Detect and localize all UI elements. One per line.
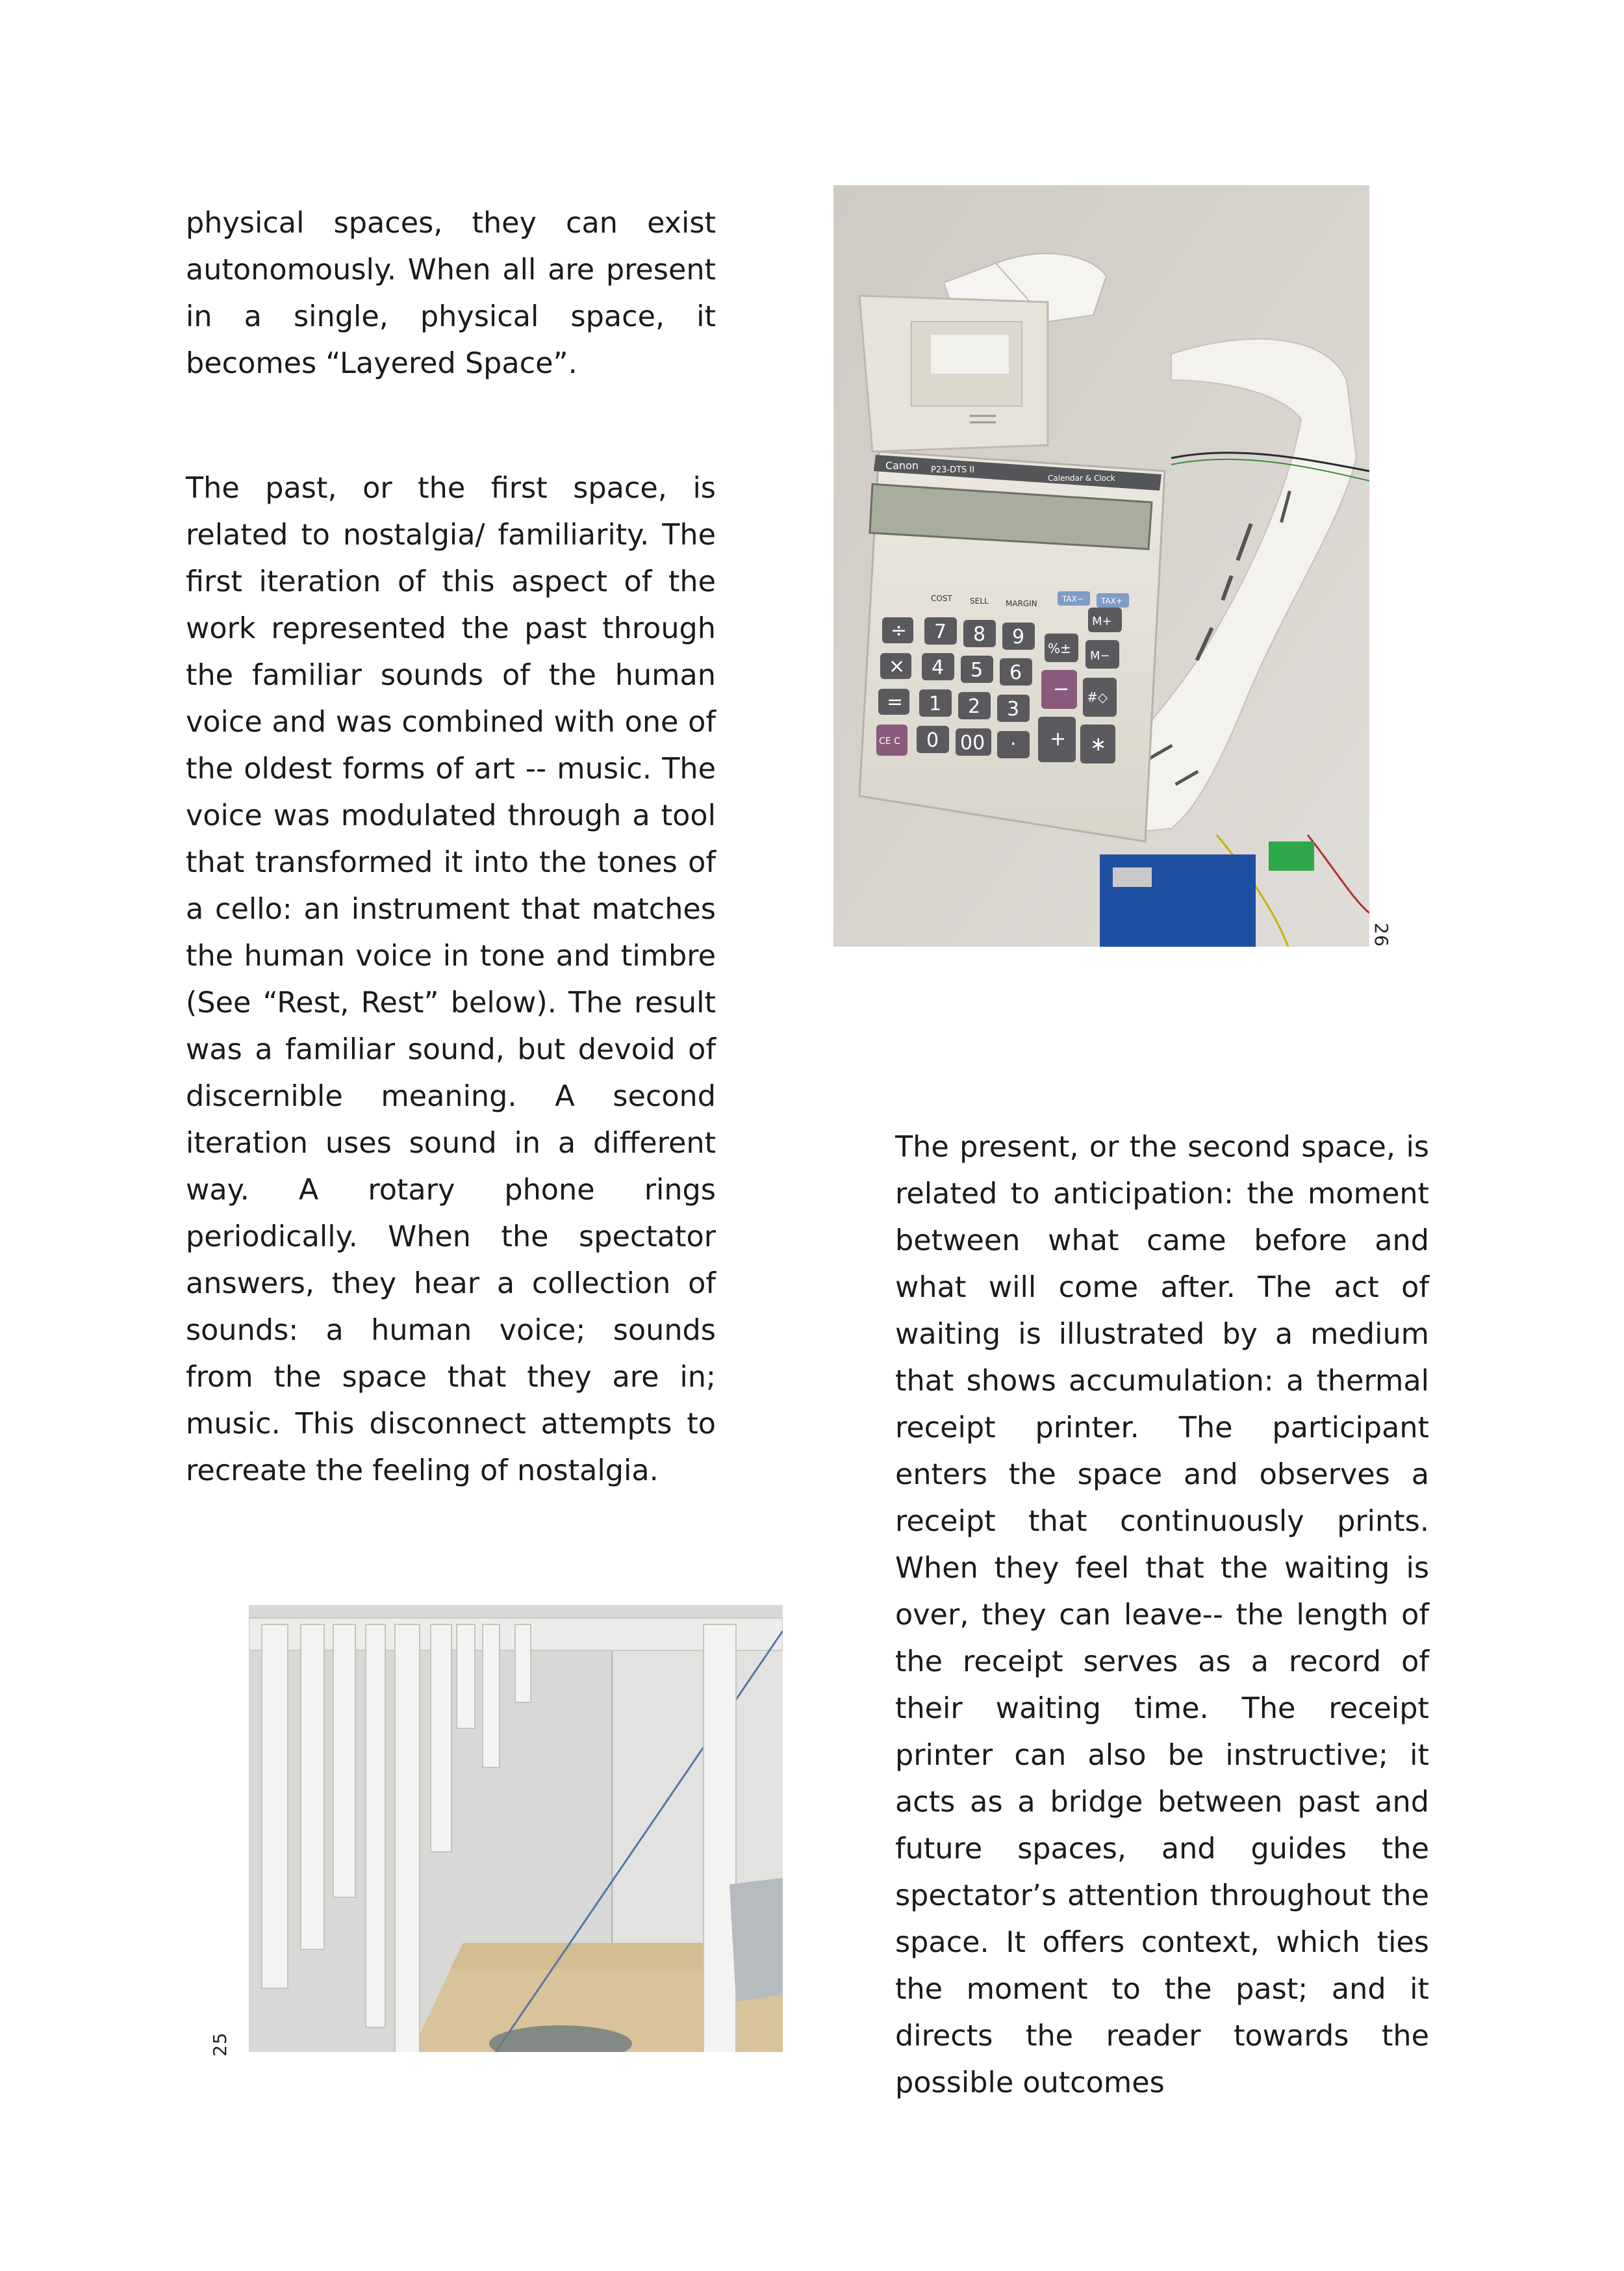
- left-text-column: [186, 200, 716, 1495]
- left-paragraph-1: physical spaces, they can exist autonomously. When all are present in a single, physical space, it becomes “Layered Space”.: [186, 207, 716, 380]
- svg-text:P23-DTS II: P23-DTS II: [931, 465, 975, 475]
- terminal-block: [1269, 841, 1314, 871]
- svg-text:00: 00: [960, 732, 985, 754]
- svg-text:MARGIN: MARGIN: [1006, 599, 1037, 608]
- svg-text:=: =: [887, 691, 904, 713]
- svg-text:6: 6: [1009, 661, 1022, 684]
- svg-text:0: 0: [926, 729, 939, 752]
- calculator-brand: Canon: [885, 459, 919, 472]
- svg-text:2: 2: [968, 695, 981, 718]
- calculator-illustration: [833, 185, 1369, 947]
- svg-text:5: 5: [971, 659, 983, 682]
- right-text-column: [895, 1124, 1429, 2107]
- svg-text:4: 4: [932, 656, 945, 679]
- svg-text:#◇: #◇: [1087, 689, 1108, 705]
- calculator-photo: [833, 185, 1369, 947]
- svg-text:SELL: SELL: [970, 597, 989, 606]
- svg-text:1: 1: [929, 693, 942, 715]
- svg-text:×: ×: [889, 655, 906, 678]
- receipts-illustration: [249, 1605, 783, 2052]
- svg-text:8: 8: [973, 623, 986, 646]
- svg-text:TAX+: TAX+: [1101, 597, 1123, 606]
- svg-text:3: 3: [1007, 698, 1020, 721]
- left-paragraph-2: The past, or the first space, is related to nostalgia/ familiarity. The first iteration of this aspect of the work represented the past through the familiar sounds of the human voice and was combined with one of the oldest forms of art -- music. The voice was modulated through a tool that transformed it into the tones of a cello: an instrument that matches the human voice in tone and timbre (See “Rest, Rest” below). The result was a familiar sound, but devoid of discernible meaning. A second iteration uses sound in a different way. A rotary phone rings periodically. When the spectator answers, they hear a collection of sounds: a human voice; sounds from the space that they are in; music. This disconnect attempts to recreate the feeling of nostalgia.: [186, 472, 716, 1487]
- svg-text:÷: ÷: [891, 619, 907, 642]
- svg-text:Calendar & Clock: Calendar & Clock: [1048, 474, 1115, 483]
- receipts-photo: [249, 1605, 783, 2052]
- page-number-26: 26: [1371, 923, 1392, 947]
- svg-text:COST: COST: [931, 594, 952, 603]
- svg-text:·: ·: [1010, 733, 1017, 756]
- right-paragraph-1: The present, or the second space, is related to anticipation: the moment between what came before and what will come after. The act of waiting is illustrated by a medium that shows accumulation: a thermal receipt printer. The participant enters the space and observes a receipt that continuously prints. When they feel that the waiting is over, they can leave-- the length of the receipt serves as a record of their waiting time. The receipt printer can also be instructive; it acts as a bridge between past and future spaces, and guides the spectator’s attention throughout the space. It offers context, which ties the moment to the past; and it directs the reader towards the possible outcomes: [895, 1131, 1429, 2099]
- svg-text:%±: %±: [1048, 641, 1071, 656]
- svg-text:∗: ∗: [1090, 733, 1107, 756]
- svg-text:CE C: CE C: [879, 736, 900, 747]
- svg-text:TAX−: TAX−: [1062, 595, 1084, 604]
- svg-text:M−: M−: [1090, 649, 1110, 663]
- svg-text:+: +: [1050, 728, 1067, 751]
- svg-text:9: 9: [1012, 626, 1025, 648]
- page-number-25: 25: [209, 2032, 231, 2057]
- svg-text:−: −: [1053, 678, 1070, 700]
- svg-text:7: 7: [934, 621, 947, 643]
- svg-text:M+: M+: [1092, 615, 1112, 628]
